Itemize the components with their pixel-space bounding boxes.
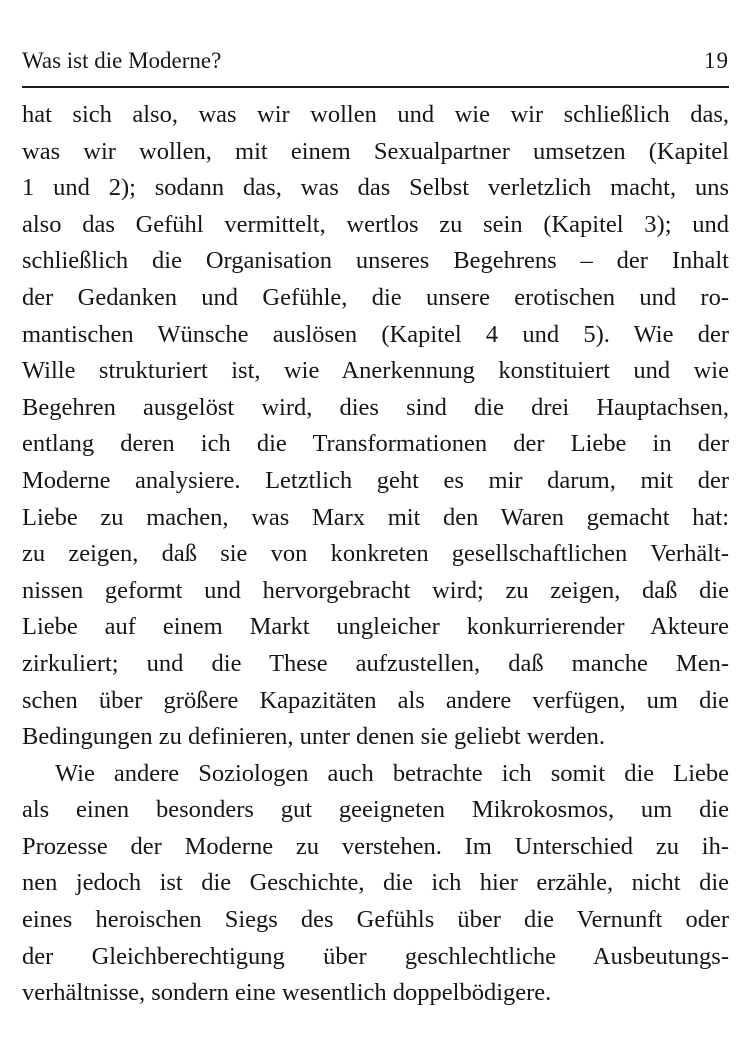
text-line: also das Gefühl vermittelt, wertlos zu sein (Kapitel 3); und <box>22 210 729 238</box>
text-line: zu zeigen, daß sie von konkreten gesellschaftlichen Verhält- <box>22 540 729 568</box>
page-number: 19 <box>704 48 729 73</box>
header-rule <box>22 86 729 88</box>
paragraph <box>22 97 729 756</box>
text-line: Liebe auf einem Markt ungleicher konkurrierender Akteure <box>22 613 729 641</box>
text-line: Begehren ausgelöst wird, dies sind die drei Hauptachsen, <box>22 393 729 421</box>
text-line: Prozesse der Moderne zu verstehen. Im Unterschied zu ih- <box>22 832 729 860</box>
paragraph <box>22 756 729 1012</box>
text-line: als einen besonders gut geeigneten Mikrokosmos, um die <box>22 796 729 824</box>
text-line: hat sich also, was wir wollen und wie wir schließlich das, <box>22 101 729 128</box>
running-head-title: Was ist die Moderne? <box>22 48 222 73</box>
text-line: nissen geformt und hervorgebracht wird; zu zeigen, daß die <box>22 576 729 604</box>
text-line: mantischen Wünsche auslösen (Kapitel 4 und 5). Wie der <box>22 320 729 348</box>
text-line: schen über größere Kapazitäten als andere verfügen, um die <box>22 686 729 714</box>
text-line: Liebe zu machen, was Marx mit den Waren gemacht hat: <box>22 503 729 531</box>
text-line: zirkuliert; und die These aufzustellen, daß manche Men- <box>22 649 729 677</box>
body-text <box>22 97 729 1012</box>
text-line: der Gleichberechtigung über geschlechtliche Ausbeutungs- <box>22 942 729 970</box>
text-line: Bedingungen zu definieren, unter denen sie geliebt werden. <box>22 723 606 751</box>
text-line: was wir wollen, mit einem Sexualpartner umsetzen (Kapitel <box>22 137 729 165</box>
text-line: schließlich die Organisation unseres Begehrens – der Inhalt <box>22 247 729 275</box>
text-line: Wie andere Soziologen auch betrachte ich somit die Liebe <box>55 759 729 787</box>
text-line: 1 und 2); sodann das, was das Selbst verletzlich macht, uns <box>22 174 729 202</box>
text-line: entlang deren ich die Transformationen der Liebe in der <box>22 430 729 458</box>
text-line: eines heroischen Siegs des Gefühls über die Vernunft oder <box>22 906 729 934</box>
running-head <box>22 48 729 74</box>
text-line: der Gedanken und Gefühle, die unsere erotischen und ro- <box>22 283 729 311</box>
text-line: Moderne analysiere. Letztlich geht es mir darum, mit der <box>22 466 729 494</box>
text-line: nen jedoch ist die Geschichte, die ich hier erzähle, nicht die <box>22 869 729 897</box>
text-line: Wille strukturiert ist, wie Anerkennung konstituiert und wie <box>22 357 729 385</box>
text-line: verhältnisse, sondern eine wesentlich doppelbödigere. <box>22 979 552 1007</box>
